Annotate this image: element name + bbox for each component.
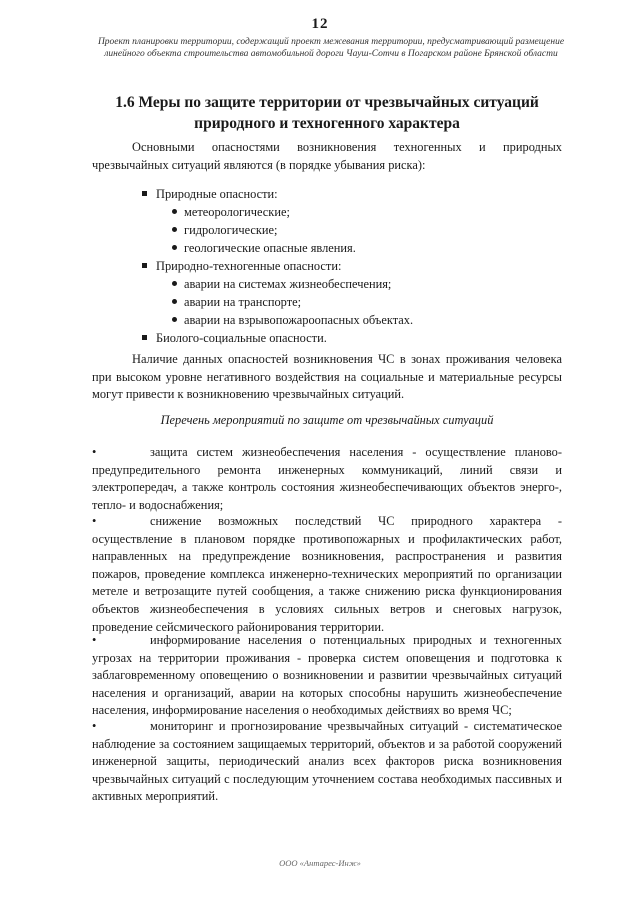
hazard-item-label: аварии на транспорте; [184, 295, 302, 309]
measure-text: защита систем жизнеобеспечения населения - осуществление планово-предупредительного ремонта инженерных коммуникаций, линий связи и электропередач, а также контроль состояния жизнеобеспечивающих объектов энерго-, тепло- и водоснабжения; [92, 445, 562, 512]
measure-item [92, 718, 562, 806]
hazard-item [92, 293, 562, 311]
hazard-item [92, 239, 562, 257]
bullet-icon: • [92, 445, 97, 459]
measure-text: снижение возможных последствий ЧС природного характера - осуществление в плановом порядке противопожарных и профилактических работ, направленных на предупреждение возникновения, распространения и развития пожаров, проведение комплекса инженерно-технических мероприятий по организации метеле и ветрозащите путей сообщения, а также снижению риска функционирования объектов жизнеобеспечения в условиях сильных ветров и снеговых нагрузок, проведение сейсмического районирования территории. [92, 514, 562, 634]
hazard-item [92, 311, 562, 329]
round-bullet-icon [172, 227, 177, 232]
round-bullet-icon [172, 245, 177, 250]
measures-title: Перечень мероприятий по защите от чрезвычайных ситуаций [160, 413, 494, 427]
hazard-item-label: гидрологические; [184, 223, 278, 237]
round-bullet-icon [172, 299, 177, 304]
hazards-list [92, 185, 562, 347]
square-bullet-icon [142, 263, 147, 268]
hazard-item [92, 275, 562, 293]
page-footer: ООО «Антарес-Инж» [279, 858, 361, 868]
bullet-icon: • [92, 719, 97, 733]
hazard-item-label: метеорологические; [184, 205, 290, 219]
hazard-group-label: Природно-техногенные опасности: [156, 259, 342, 273]
measure-item [92, 444, 562, 514]
hazard-group-label: Биолого-социальные опасности. [156, 331, 327, 345]
bullet-icon: • [92, 633, 97, 647]
hazard-group [92, 185, 562, 203]
round-bullet-icon [172, 317, 177, 322]
square-bullet-icon [142, 335, 147, 340]
hazard-group [92, 329, 562, 347]
round-bullet-icon [172, 281, 177, 286]
page-number: 12 [311, 16, 329, 32]
hazard-item [92, 221, 562, 239]
measure-item [92, 513, 562, 636]
round-bullet-icon [172, 209, 177, 214]
section-title: 1.6 Меры по защите территории от чрезвычайных ситуаций природного и техногенного характера [115, 94, 539, 132]
bullet-icon: • [92, 514, 97, 528]
measure-text: мониторинг и прогнозирование чрезвычайных ситуаций - систематическое наблюдение за состоянием защищаемых территорий, объектов и за работой сооружений инженерной защиты, периодический анализ всех факторов риска возникновения чрезвычайных ситуаций с последующим уточнением состава необходимых пассивных и активных мероприятий. [92, 719, 562, 804]
square-bullet-icon [142, 191, 147, 196]
hazard-item-label: аварии на системах жизнеобеспечения; [184, 277, 392, 291]
running-header: Проект планировки территории, содержащий проект межевания территории, предусматривающий размещение линейного объекта строительства автомобильной дороги Чауш-Сотчи в Погарском районе Брянской области [97, 37, 565, 59]
hazard-item-label: аварии на взрывопожароопасных объектах. [184, 313, 414, 327]
intro-paragraph: Основными опасностями возникновения техногенных и природных чрезвычайных ситуаций являются (в порядке убывания риска): [92, 140, 562, 172]
hazard-group-label: Природные опасности: [156, 187, 278, 201]
measure-text: информирование населения о потенциальных природных и техногенных угрозах на территории проживания - проверка систем оповещения и подготовка к заблаговременному оповещению о возникновении и развитии чрезвычайных ситуаций населения и организаций, аварии на которых способны нарушить жизнеобеспечение населения, информирование населения о необходимых действиях во время ЧС; [92, 633, 562, 718]
hazard-group [92, 257, 562, 275]
hazard-item-label: геологические опасные явления. [184, 241, 356, 255]
measure-item [92, 632, 562, 720]
consequence-paragraph: Наличие данных опасностей возникновения ЧС в зонах проживания человека при высоком уровне негативного воздействия на социальные и материальные ресурсы могут привести к возникновению чрезвычайных ситуаций. [92, 352, 562, 402]
hazard-item [92, 203, 562, 221]
